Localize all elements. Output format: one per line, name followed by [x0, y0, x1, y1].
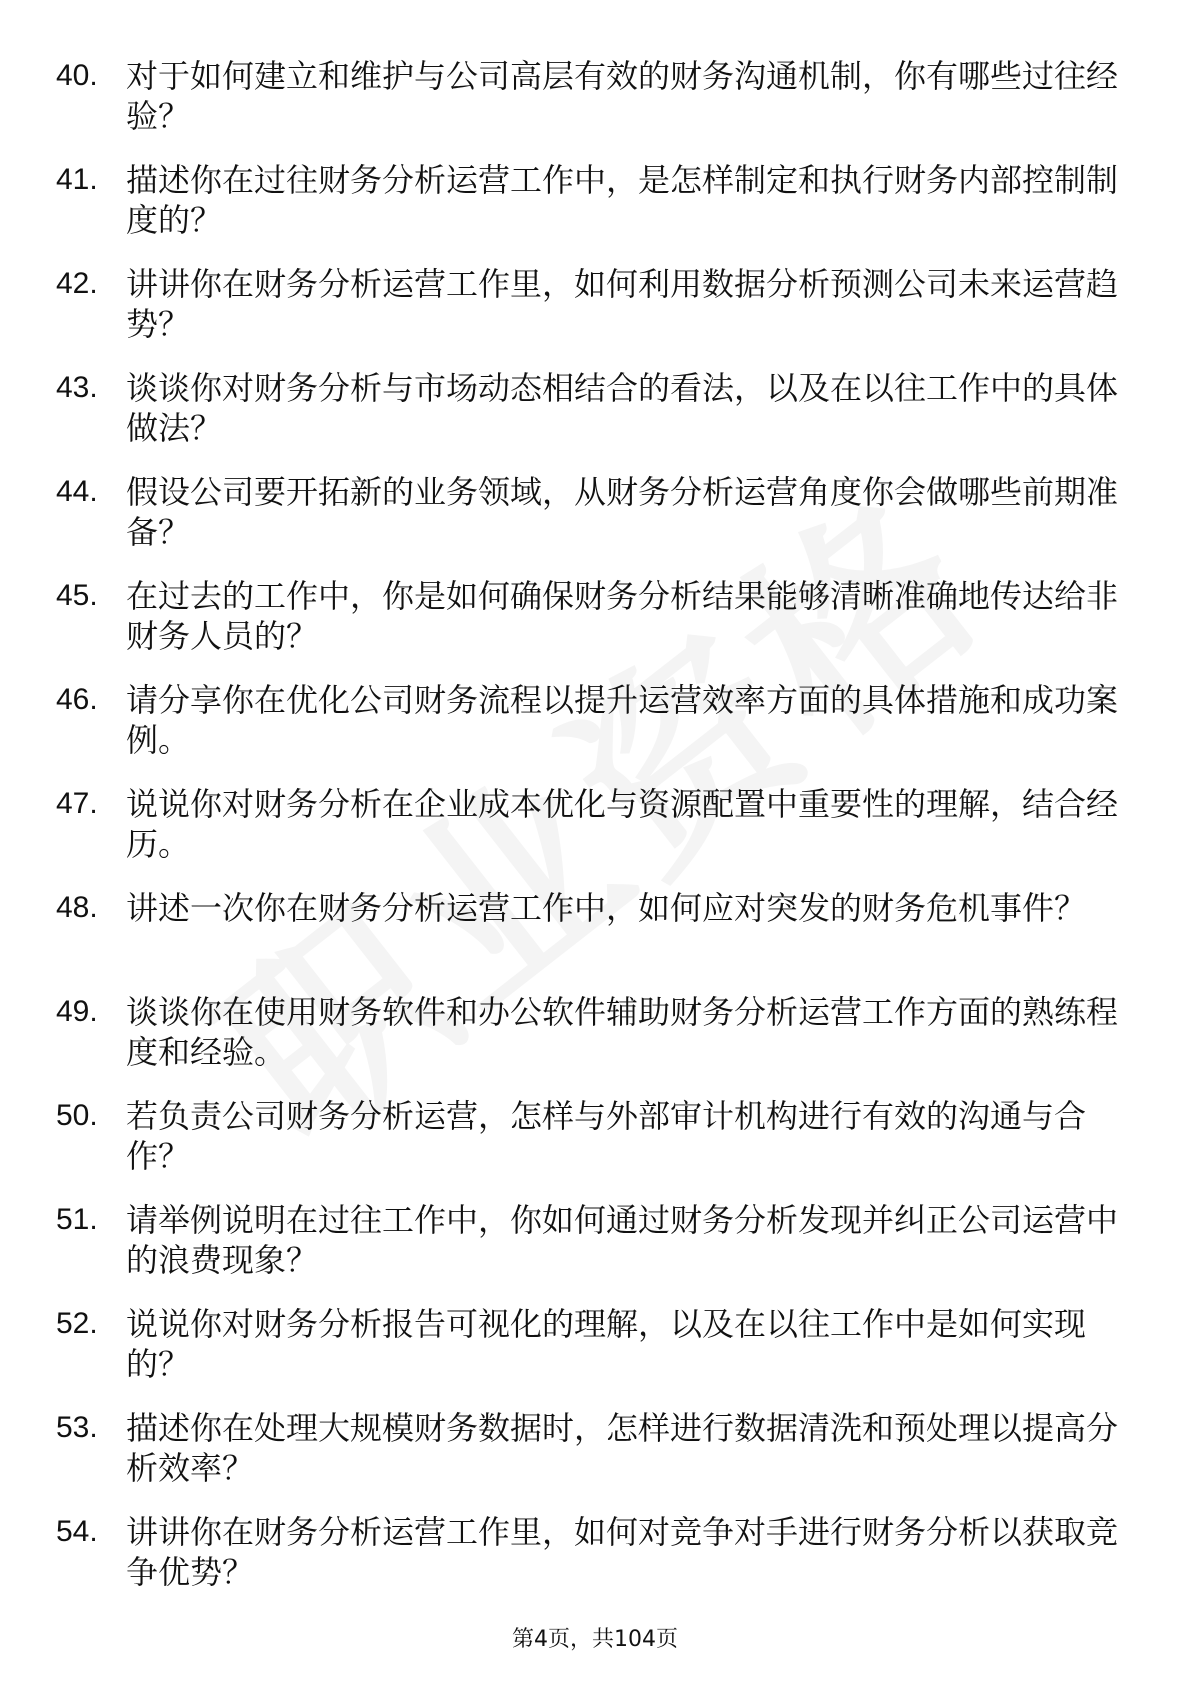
- question-number: 49.: [56, 995, 98, 1028]
- question-text: 说说你对财务分析报告可视化的理解，以及在以往工作中是如何实现的？: [126, 1305, 1087, 1383]
- question-text: 讲讲你在财务分析运营工作里，如何利用数据分析预测公司未来运营趋势？: [126, 265, 1119, 343]
- question-item: [0, 1200, 1190, 1304]
- question-item: [0, 784, 1190, 888]
- question-item: [0, 1096, 1190, 1200]
- question-item: [0, 56, 1190, 160]
- question-number: 42.: [56, 267, 98, 300]
- question-number: 41.: [56, 163, 98, 196]
- question-number: 50.: [56, 1099, 98, 1132]
- question-text: 假设公司要开拓新的业务领域，从财务分析运营角度你会做哪些前期准备？: [126, 473, 1119, 551]
- question-item: [0, 1304, 1190, 1408]
- question-number: 48.: [56, 891, 98, 924]
- question-item: [0, 680, 1190, 784]
- question-text: 描述你在处理大规模财务数据时，怎样进行数据清洗和预处理以提高分析效率？: [126, 1409, 1119, 1487]
- question-number: 51.: [56, 1203, 98, 1236]
- question-text: 讲述一次你在财务分析运营工作中，如何应对突发的财务危机事件？: [126, 889, 1087, 927]
- question-number: 44.: [56, 475, 98, 508]
- question-number: 45.: [56, 579, 98, 612]
- question-text: 说说你对财务分析在企业成本优化与资源配置中重要性的理解，结合经历。: [126, 785, 1119, 863]
- question-item: [0, 1512, 1190, 1616]
- question-text: 讲讲你在财务分析运营工作里，如何对竞争对手进行财务分析以获取竞争优势？: [126, 1513, 1119, 1591]
- question-item: [0, 160, 1190, 264]
- question-text: 谈谈你在使用财务软件和办公软件辅助财务分析运营工作方面的熟练程度和经验。: [126, 993, 1119, 1071]
- question-item: [0, 472, 1190, 576]
- question-text: 在过去的工作中，你是如何确保财务分析结果能够清晰准确地传达给非财务人员的？: [126, 577, 1119, 655]
- question-text: 描述你在过往财务分析运营工作中，是怎样制定和执行财务内部控制制度的？: [126, 161, 1119, 239]
- question-item: [0, 888, 1190, 992]
- question-item: [0, 992, 1190, 1096]
- question-text: 请举例说明在过往工作中，你如何通过财务分析发现并纠正公司运营中的浪费现象？: [126, 1201, 1119, 1279]
- question-number: 40.: [56, 59, 98, 92]
- question-item: [0, 576, 1190, 680]
- question-number: 52.: [56, 1307, 98, 1340]
- question-number: 43.: [56, 371, 98, 404]
- page-footer: 第4页，共104页: [512, 1627, 678, 1652]
- question-number: 53.: [56, 1411, 98, 1444]
- question-item: [0, 264, 1190, 368]
- question-text: 对于如何建立和维护与公司高层有效的财务沟通机制，你有哪些过往经验？: [126, 57, 1119, 135]
- question-item: [0, 1408, 1190, 1512]
- question-item: [0, 368, 1190, 472]
- question-text: 谈谈你对财务分析与市场动态相结合的看法，以及在以往工作中的具体做法？: [126, 369, 1119, 447]
- question-number: 54.: [56, 1515, 98, 1548]
- question-text: 若负责公司财务分析运营，怎样与外部审计机构进行有效的沟通与合作？: [126, 1097, 1087, 1175]
- question-list: [0, 56, 1190, 1616]
- question-number: 46.: [56, 683, 98, 716]
- question-number: 47.: [56, 787, 98, 820]
- question-text: 请分享你在优化公司财务流程以提升运营效率方面的具体措施和成功案例。: [126, 681, 1119, 759]
